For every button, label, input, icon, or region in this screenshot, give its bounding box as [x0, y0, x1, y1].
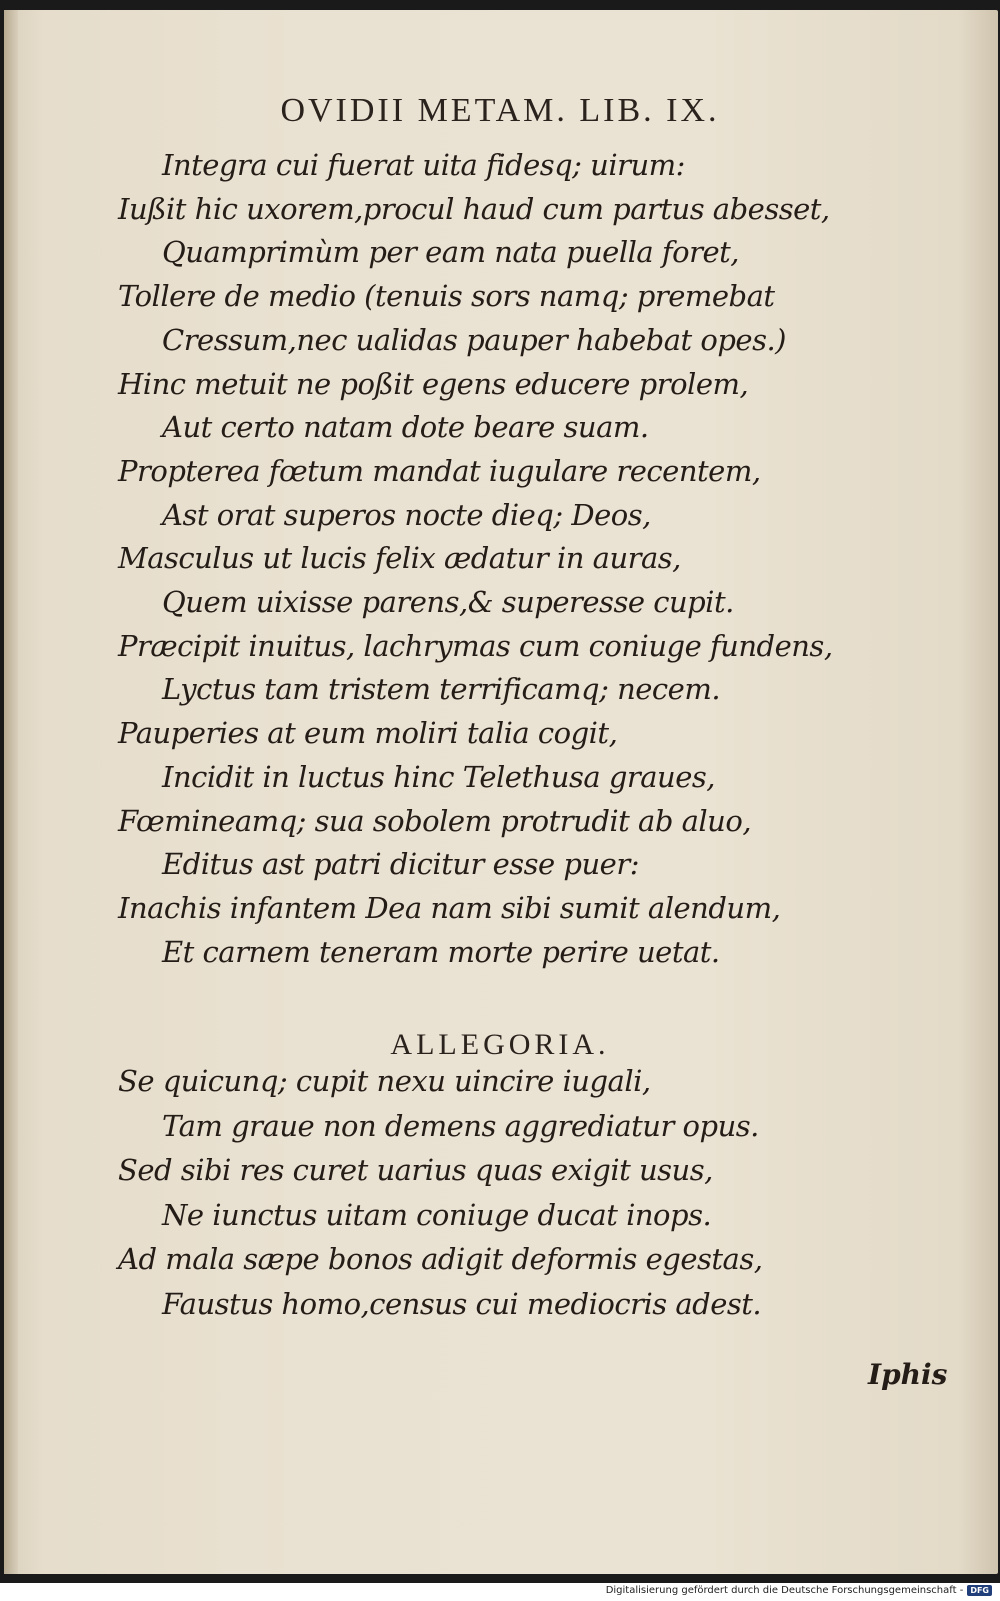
verse-line: Et carnem teneram morte perire uetat. — [162, 934, 720, 969]
verse-line: Fœmineamq; sua sobolem protrudit ab aluo, — [118, 803, 752, 838]
verse-line: Tollere de medio (tenuis sors namq; premebat — [118, 279, 775, 314]
verse-line: Faustus homo,census cui mediocris adest. — [162, 1286, 762, 1321]
verse-line: Tam graue non demens aggrediatur opus. — [162, 1108, 759, 1143]
verse-line: Lyctus tam tristem terrificamq; necem. — [162, 672, 721, 707]
verse-line: Ad mala sæpe bonos adigit deformis egestas, — [118, 1242, 763, 1276]
allegoria-heading: ALLEGORIA. — [390, 1028, 610, 1061]
footer-text: Digitalisierung gefördert durch die Deutsche Forschungsgemeinschaft - — [605, 1585, 964, 1596]
verse-line: Editus ast patri dicitur esse puer: — [162, 847, 639, 882]
verse-line: Pauperies at eum moliri talia cogit, — [118, 716, 618, 751]
dfg-logo: DFG — [967, 1585, 992, 1596]
verse-line: Cressum,nec ualidas pauper habebat opes.) — [162, 322, 786, 357]
running-header: OVIDII METAM. LIB. IX. — [280, 92, 720, 129]
verse-line: Incidit in luctus hinc Telethusa graues, — [162, 759, 715, 794]
catchword: Iphis — [868, 1358, 948, 1391]
verse-line: Sed sibi res curet uarius quas exigit usus, — [118, 1153, 713, 1187]
verse-line: Quem uixisse parens,& superesse cupit. — [162, 585, 734, 619]
digitization-footer — [606, 1585, 992, 1596]
verse-line: Hinc metuit ne poßit egens educere prolem, — [118, 366, 749, 401]
verse-line: Propterea fœtum mandat iugulare recentem, — [118, 453, 761, 488]
verse-line: Aut certo natam dote beare suam. — [162, 410, 649, 445]
verse-line: Ne iunctus uitam coniuge ducat inops. — [162, 1197, 712, 1232]
verse-line: Iußit hic uxorem,procul haud cum partus abesset, — [118, 191, 830, 226]
verse-line: Inachis infantem Dea nam sibi sumit alendum, — [118, 890, 781, 925]
verse-line: Se quicunq; cupit nexu uincire iugali, — [118, 1064, 651, 1098]
verse-line: Quamprimùm per eam nata puella foret, — [162, 235, 739, 270]
verse-line: Masculus ut lucis felix ædatur in auras, — [118, 541, 681, 576]
verse-line: Integra cui fuerat uita fidesq; uirum: — [162, 148, 685, 182]
verse-line: Ast orat superos nocte dieq; Deos, — [162, 497, 651, 532]
verse-line: Præcipit inuitus, lachrymas cum coniuge fundens, — [118, 628, 833, 663]
